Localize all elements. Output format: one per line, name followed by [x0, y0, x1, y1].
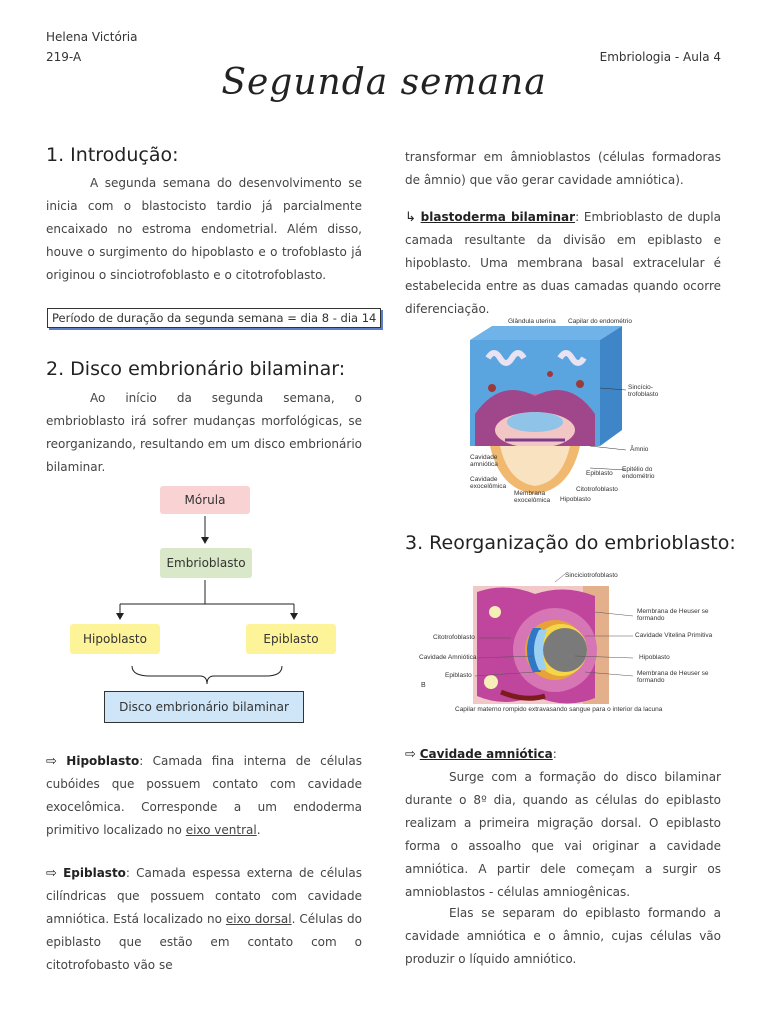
epiblasto-definition	[46, 862, 362, 977]
hipoblasto-text: : Camada fina interna de células cubóides que possuem contato com cavidade exocelômica. Corresponde a um endoderma primitivo localizado no	[46, 754, 362, 837]
hipoblasto-term: Hipoblasto	[66, 754, 140, 768]
label-glandula: Glândula uterina	[508, 318, 556, 325]
label-citotrofoblasto: Citotrofoblasto	[576, 486, 618, 493]
cavidade-term: Cavidade amniótica	[419, 747, 553, 761]
period-box: Período de duração da segunda semana = dia 8 - dia 14	[47, 308, 381, 328]
label-capilar: Capilar do endométrio	[568, 318, 632, 325]
page-title: Segunda semana	[221, 62, 547, 103]
cavidade-paragraph-2	[405, 902, 721, 971]
label-epiblasto: Epiblasto	[586, 470, 613, 477]
hipoblasto-definition	[46, 750, 362, 842]
label-sinciciotrofoblasto: Sinciciotrofoblasto	[565, 572, 618, 579]
hipoblasto-end: .	[256, 823, 261, 837]
cavidade-text-1: Surge com a formação do disco bilaminar durante o 8º dia, quando as células do epiblasto realizam a primeira migração dorsal. O epiblasto forma o assoalho que vai originar a cavidade amniótica. A partir dele começam a surgir os amnioblastos - células amniogênicas.	[405, 770, 721, 899]
arrow-right-icon: ⇨	[46, 866, 57, 881]
label-citotrofoblasto-2: Citotrofoblasto	[433, 634, 475, 641]
reorganization-illustration	[415, 572, 725, 722]
label-vitelina: Cavidade Vitelina Primitiva	[635, 632, 713, 639]
hipoblasto-node: Hipoblasto	[70, 624, 160, 654]
label-membrana: Membrana exocelômica	[514, 490, 551, 504]
intro-heading: 1. Introdução:	[46, 144, 179, 166]
arrow-right-icon: ⇨	[405, 747, 416, 762]
disco-heading: 2. Disco embrionário bilaminar:	[46, 358, 346, 380]
eixo-dorsal: eixo dorsal	[225, 912, 292, 926]
label-epitelio: Epitélio do endométrio	[622, 466, 655, 480]
cavidade-paragraph-1	[405, 766, 721, 904]
cavidade-heading	[405, 743, 721, 766]
blastoderma-term: blastoderma bilaminar	[420, 210, 576, 224]
label-b: B	[421, 682, 426, 689]
label-amnio: Âmnio	[630, 446, 649, 453]
turn-arrow-icon: ↳	[405, 210, 416, 225]
label-hipoblasto: Hipoblasto	[560, 496, 591, 503]
label-epiblasto-2: Epiblasto	[445, 672, 472, 679]
epiblasto-term: Epiblasto	[63, 866, 126, 880]
label-hipoblasto-2: Hipoblasto	[639, 654, 670, 661]
label-heuser-1: Membrana de Heuser se formando	[637, 608, 709, 622]
blastoderma-definition	[405, 206, 721, 321]
cavidade-text-2: Elas se separam do epiblasto formando a cavidade amniótica e o âmnio, cujas células vão produzir o líquido amniótico.	[405, 906, 721, 966]
cavidade-colon: :	[552, 747, 557, 761]
epiblasto-node: Epiblasto	[246, 624, 336, 654]
label-sincicio: Sincício-trofoblasto	[628, 384, 659, 398]
implantation-figure	[440, 318, 690, 508]
arrow-right-icon: ⇨	[46, 754, 57, 769]
reorg-heading: 3. Reorganização do embrioblasto:	[405, 532, 736, 554]
reorganization-figure	[415, 572, 725, 722]
morula-node: Mórula	[160, 486, 250, 514]
epiblasto-text-2: . Células do epiblasto que estão em contato com o citotrofobasto vão se	[46, 912, 362, 972]
label-cav-amniotica-2: Cavidade Amniótica	[419, 654, 477, 661]
eixo-ventral: eixo ventral	[185, 823, 257, 837]
course-label: Embriologia - Aula 4	[599, 50, 721, 64]
epiblasto-text: : Camada espessa externa de células cilíndricas que possuem contato com cavidade amniótica. Está localizado no	[46, 866, 362, 926]
label-capilar-caption: Capilar materno rompido extravasando sangue para o interior da lacuna	[455, 706, 663, 713]
continuation-paragraph: transformar em âmnioblastos (células formadoras de âmnio) que vão gerar cavidade amniótica).	[405, 150, 721, 187]
intro-text: A segunda semana do desenvolvimento se inicia com o blastocisto tardio já parcialmente encaixado no estroma endometrial. Além disso, houve o surgimento do hipoblasto e o trofoblasto já originou o sinciotrofoblasto e o citotrofoblasto.	[46, 176, 362, 282]
class-code: 219-A	[46, 50, 82, 64]
disco-node: Disco embrionário bilaminar	[104, 691, 304, 723]
embrioblasto-node: Embrioblasto	[160, 548, 252, 578]
author-name: Helena Victória	[46, 30, 138, 44]
label-cav-amniotica: Cavidade amniótica	[470, 454, 498, 468]
label-cav-exocelomica: Cavidade exocelômica	[470, 476, 507, 490]
blastoderma-text: : Embrioblasto de dupla camada resultante da divisão em epiblasto e hipoblasto. Uma membrana basal extracelular é estabelecida entre as duas camadas quando ocorre diferenciação.	[405, 210, 721, 316]
disco-text: Ao início da segunda semana, o embrioblasto irá sofrer mudanças morfológicas, se reorganizando, resultando em um disco embrionário bilaminar.	[46, 391, 362, 474]
label-heuser-2: Membrana de Heuser se formando	[637, 670, 709, 684]
